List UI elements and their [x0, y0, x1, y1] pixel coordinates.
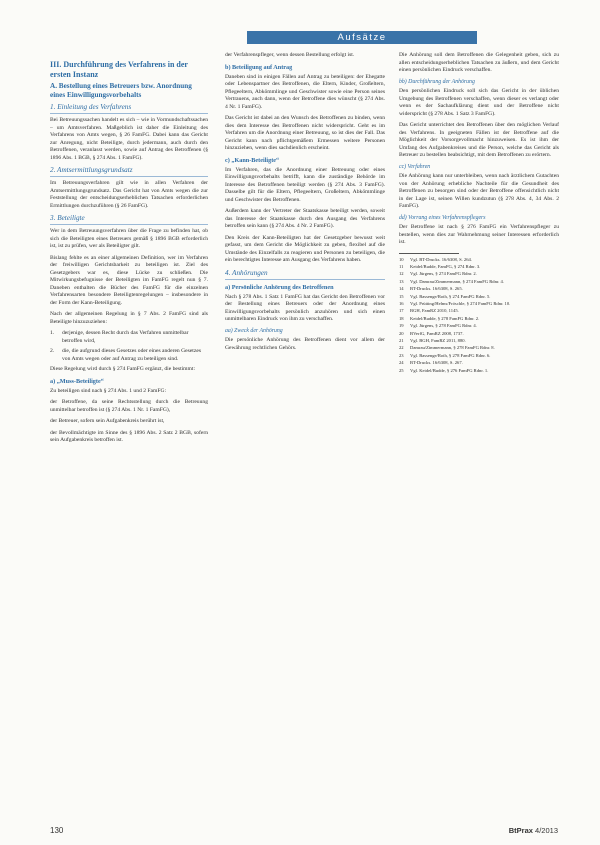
- paragraph: Bei Betreuungssachen handelt es sich – wie in Vormundschaftssachen – um Amtsverfahren. Maßgeblich ist daher die Einleitung des Verfahrens von Amts wegen, § 26 FamFG. Dabei kann das Gericht zur Anregung, nicht Beteiligte, durch jedermann, auch durch den Betroffenen, veranlasst werden, sowie auf Antrag des Betroffenen (§ 1896 Abs. 1 BGB, § 274 Abs. 1 FamFG).: [50, 117, 208, 161]
- paragraph: Außerdem kann der Vertreter der Staatskasse beteiligt werden, soweit das Interesse der Staatskasse durch den Ausgang des Verfahrens betroffen sein kann (§ 274 Abs. 4 Nr. 2 FamFG).: [225, 208, 385, 229]
- footnote-number: 18: [399, 315, 404, 321]
- footnote-number: 12: [399, 271, 404, 277]
- footnote-number: 15: [399, 293, 404, 299]
- journal-issue-label: [509, 826, 558, 835]
- subsection-heading: 4. Anhörungen: [225, 269, 385, 280]
- footnote: [399, 368, 559, 374]
- footnote-number: 16: [399, 300, 404, 306]
- footnote-text: Vgl. Damrau/Zimmermann, § 274 FamFG Rdnr. 4.: [410, 278, 504, 284]
- column-left: [50, 52, 208, 822]
- footnote-list: [399, 257, 559, 375]
- footnote: [399, 353, 559, 359]
- footnote: [399, 360, 559, 366]
- footnote-number: 21: [399, 337, 404, 343]
- footnote-text: Keidel/Budde, FamFG, § 274 Rdnr. 3.: [410, 263, 481, 269]
- footnote-text: Vgl. Bassenge/Roth, § 274 FamFG Rdnr. 5.: [410, 293, 491, 299]
- footnote-text: Vgl. Keidel/Budde, § 276 FamFG Rdnr. 1.: [410, 367, 489, 373]
- footnote-number: 11: [399, 263, 404, 269]
- paragraph: der Verfahrenspfleger, wenn dessen Bestellung erfolgt ist.: [225, 52, 355, 58]
- paragraph: Den Kreis der Kann-Beteiligten hat der Gesetzgeber bewusst weit gefasst, um dem Gericht die Möglichkeit zu geben, flexibel auf die Umstände des Einzelfalls zu reagieren und Personen zu beteiligen, die ein berechtigtes Interesse am Ausgang des Verfahrens haben.: [225, 234, 385, 263]
- footnote-text: Vgl. Prütting/Helms/Fröschle, § 274 FamFG Rdnr. 10.: [410, 300, 511, 306]
- minor-heading: bb) Durchführung der Anhörung: [399, 78, 475, 85]
- footnote-text: Vgl. Jürgens, § 278 FamFG Rdnr. 4.: [410, 323, 477, 329]
- footnote-text: Keidel/Budde, § 278 FamFG Rdnr. 2.: [410, 315, 480, 321]
- footnote-number: 23: [399, 352, 404, 358]
- footnote: [399, 286, 559, 292]
- footnote-text: BGH, FamRZ 2010, 1145.: [410, 308, 459, 314]
- paragraph: Wer in dem Betreuungsverfahren über die Frage zu befinden hat, ob sich die Beteiligten eines Betreuers gemäß § 1896 BGB erforderlich ist, ist zu prüfen, wer als Beteiligter gilt.: [50, 228, 208, 249]
- section-heading: A. Bestellung eines Betreuers bzw. Anordnung eines Einwilligungsvorbehalts: [50, 82, 192, 99]
- chapter-heading: III. Durchführung des Verfahrens in der ersten Instanz: [50, 60, 188, 79]
- paragraph: Den persönlichen Eindruck soll sich das Gericht in der üblichen Umgebung des Betroffenen verschaffen, wenn dieser es verlangt oder wenn es der Sachaufklärung dient und der Betroffene nicht widerspricht (§ 278 Abs. 1 Satz 3 FamFG).: [399, 88, 559, 117]
- footnote-number: 24: [399, 360, 404, 366]
- footnote-text: Vgl. Bassenge/Roth, § 278 FamFG Rdnr. 6.: [410, 352, 491, 358]
- paragraph: Die persönliche Anhörung des Betroffenen dient vor allem der Gewährung rechtlichen Gehörs.: [225, 337, 385, 351]
- subsection-heading: 3. Beteiligte: [50, 214, 208, 225]
- paragraph: Das Gericht unterrichtet den Betroffenen über den möglichen Verlauf des Verfahrens. In geeigneten Fällen ist der Betroffene auf die Möglichkeit der Vorsorgevollmacht hinzuweisen. Es ist ihm der Umfang des Aufgabenkreises und die Person, welche das Gericht als Betreuer zu bestellen beabsichtigt, mit dem Betroffenen zu erörtern.: [399, 122, 559, 158]
- paragraph: Zu beteiligen sind nach § 274 Abs. 1 und 2 FamFG:: [50, 387, 167, 394]
- footnote: [399, 331, 559, 337]
- footnote: [399, 294, 559, 300]
- footnote-number: 13: [399, 278, 404, 284]
- footnote: [399, 345, 559, 351]
- footnote: [399, 301, 559, 307]
- footnote-number: 19: [399, 323, 404, 329]
- journal-issue: 4/2013: [535, 826, 558, 835]
- column-right: [399, 52, 559, 822]
- journal-name: BtPrax: [508, 826, 533, 835]
- footnote: [399, 279, 559, 285]
- footnote-number: 25: [399, 367, 404, 373]
- minor-heading: cc) Verfahren: [399, 163, 431, 170]
- section-rubric: Aufsätze: [247, 31, 477, 44]
- minor-heading: dd) Vorrang eines Verfahrenspflegers: [399, 214, 486, 221]
- footnote-number: 22: [399, 345, 404, 351]
- minor-heading: aa) Zweck der Anhörung: [225, 327, 283, 334]
- paragraph: Die Anhörung soll dem Betroffenen die Gelegenheit geben, sich zu allen entscheidungserheblichen Tatsachen zu äußern, und dem Gericht einen persönlichen Eindruck verschaffen.: [399, 52, 559, 73]
- paragraph: der Betreuer, sofern sein Aufgabenkreis berührt ist,: [50, 418, 165, 424]
- footnote: [399, 323, 559, 329]
- footnote: [399, 257, 559, 263]
- footnote-text: Vgl. Jürgens, § 274 FamFG Rdnr. 2.: [410, 271, 477, 277]
- paragraph: Die Anhörung kann nur unterbleiben, wenn nach ärztlichem Gutachten von der Anhörung erhebliche Nachteile für die Gesundheit des Betroffenen zu besorgen sind oder der Betroffene offensichtlich nicht in der Lage ist, seinen Willen kundzutun (§ 278 Abs. 4, 34 Abs. 2 FamFG).: [399, 173, 559, 209]
- column-middle: [225, 52, 385, 822]
- sub-heading: a) Persönliche Anhörung des Betroffenen: [225, 283, 334, 291]
- paragraph: der Betroffene, da seine Rechtsstellung durch die Betreuung unmittelbar betroffen ist (§ 274 Abs. 1 Nr. 1 FamFG),: [50, 399, 208, 413]
- footnote: [399, 271, 559, 277]
- footnote-number: 10: [399, 256, 404, 262]
- paragraph: Im Betreuungsverfahren gilt wie in allen Verfahren der Amtsermittlungsgrundsatz. Das Gericht hat von Amts wegen die zur Feststellung der entscheidungserheblichen Tatsachen erforderlichen Ermittlungen durchzuführen (§ 26 FamFG).: [50, 180, 208, 209]
- footnote: [399, 308, 559, 314]
- footnote-number: 20: [399, 330, 404, 336]
- footnote-text: Vgl. BT-Drucks. 16/6308, S. 264.: [410, 256, 472, 262]
- footnote-text: Vgl. BGH, FamRZ 2011, 880.: [410, 337, 466, 343]
- footnote-text: Damrau/Zimmermann, § 278 FamFG Rdnr. 8.: [410, 345, 495, 351]
- paragraph: Nach der allgemeinen Regelung in § 7 Abs. 2 FamFG sind als Beteiligte hinzuzuziehen:: [50, 311, 208, 325]
- footnote: [399, 316, 559, 322]
- sub-heading: c) „Kann-Beteiligte“: [225, 156, 280, 164]
- list-item: 1. derjenige, dessen Recht durch das Verfahren unmittelbar betroffen wird,: [50, 330, 189, 344]
- subsection-heading: 1. Einleitung des Verfahrens: [50, 103, 208, 114]
- paragraph: Im Verfahren, das die Anordnung einer Betreuung oder eines Einwilligungsvorbehalts betrifft, kann die zuständige Behörde im Interesse des Betroffenen beteiligt werden (§ 274 Abs. 3 FamFG). Dasselbe gilt für die Eltern, Pflegeeltern, Großeltern, Abkömmlinge und Geschwister des Betroffenen.: [225, 166, 385, 203]
- subsection-heading: 2. Amtsermittlungsgrundsatz: [50, 166, 208, 177]
- paragraph: Bislang fehlte es an einer allgemeinen Definition, wer im Verfahren der freiwilligen Gerichtsbarkeit zu beteiligen ist. Ziel des Gesetzgebers war es, diese Lücke zu schließen. Die Mitwirkungsbefugnisse der Beteiligten im FamFG regelt nun § 7. Daneben enthalten die Bücher des FamFG für die einzelnen Verfahrensarten besondere Beteiligtenregelungen – insbesondere in der Form der Kann-Beteiligung.: [50, 254, 208, 306]
- list-item: 2. die, die aufgrund dieses Gesetzes oder eines anderen Gesetzes von Amts wegen oder auf Antrag zu beteiligen sind.: [50, 348, 202, 362]
- paragraph: Nach § 278 Abs. 1 Satz 1 FamFG hat das Gericht den Betroffenen vor der Bestellung eines Betreuers oder der Anordnung eines Einwilligungsvorbehalts persönlich anzuhören und sich einen unmittelbaren Eindruck von ihm zu verschaffen.: [225, 293, 385, 322]
- footnote: [399, 264, 559, 270]
- footnote-text: BVerfG, FamRZ 2008, 1737.: [410, 330, 464, 336]
- paragraph: Das Gericht ist dabei an den Wunsch des Betroffenen zu binden, wenn dies dem Interesse des Betroffenen nicht widerspricht. Geht es im Verfahren um die Anordnung einer Betreuung, so ist dies der Fall. Das Gericht kann nach pflichtgemäßem Ermessen weitere Personen hinzuziehen, wenn dies sachdienlich erscheint.: [225, 115, 385, 151]
- sub-heading: a) „Muss-Beteiligte“: [50, 377, 104, 385]
- sub-heading: b) Beteiligung auf Antrag: [225, 63, 293, 71]
- footnote: [399, 338, 559, 344]
- footnote-number: 17: [399, 308, 404, 314]
- paragraph: Der Betroffene ist nach § 276 FamFG ein Verfahrenspfleger zu bestellen, wenn dies zur Wahrnehmung seiner Interessen erforderlich ist.: [399, 224, 559, 245]
- footnote-text: BT-Drucks. 16/6308, S. 265.: [410, 286, 463, 292]
- paragraph: Diese Regelung wird durch § 274 FamFG ergänzt, die bestimmt:: [50, 366, 195, 372]
- footnote-number: 14: [399, 286, 404, 292]
- paragraph: der Bevollmächtigte im Sinne des § 1896 Abs. 2 Satz 2 BGB, sofern sein Aufgabenkreis betroffen ist.: [50, 429, 208, 443]
- page-number: 130: [50, 826, 64, 835]
- footnote-text: BT-Drucks. 16/6308, S. 267.: [410, 360, 463, 366]
- footnote-divider: [399, 253, 459, 254]
- paragraph: Daneben sind in einigen Fällen auf Antrag zu beteiligen: der Ehegatte oder Lebenspartner des Betroffenen, die Eltern, Kinder, Großeltern, Pflegeeltern, Abkömmlinge und Geschwister sowie eine Person seines Vertrauens, auch dann, wenn der Betroffene dies wünscht (§ 274 Abs. 4 Nr. 1 FamFG).: [225, 73, 385, 110]
